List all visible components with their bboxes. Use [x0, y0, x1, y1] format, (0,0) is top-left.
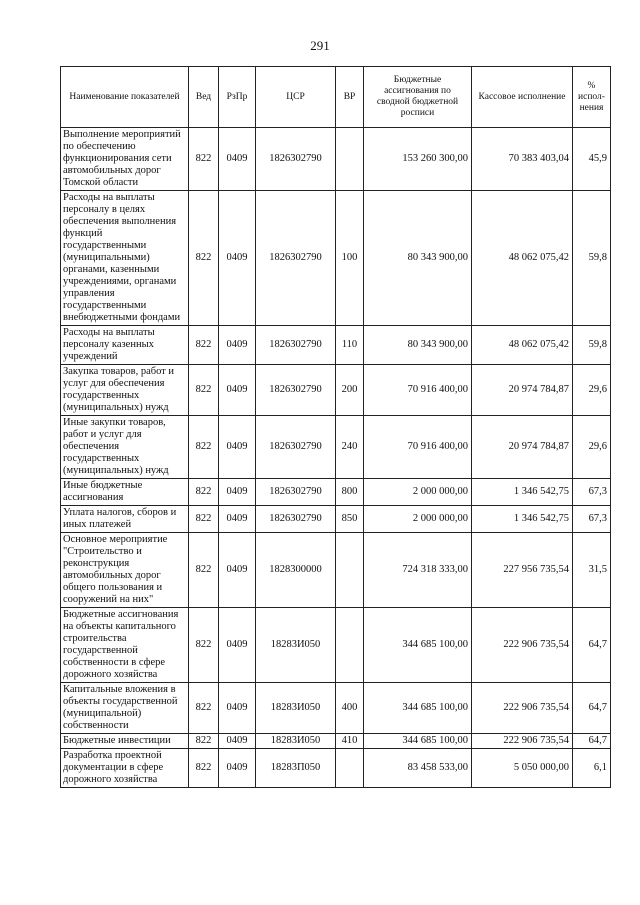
row-rzpr: 0409	[219, 749, 256, 788]
row-vr	[336, 749, 364, 788]
row-cash: 222 906 735,54	[472, 683, 573, 734]
table-row	[61, 191, 611, 326]
row-budget: 2 000 000,00	[364, 479, 472, 506]
header-rzpr: РзПр	[219, 67, 256, 128]
row-csr: 18283И050	[256, 608, 336, 683]
row-rzpr: 0409	[219, 479, 256, 506]
row-percent: 45,9	[573, 128, 611, 191]
header-vr: ВР	[336, 67, 364, 128]
row-cash: 227 956 735,54	[472, 533, 573, 608]
row-cash: 48 062 075,42	[472, 326, 573, 365]
row-name: Разработка проектной документации в сфере дорожного хозяйства	[61, 749, 189, 788]
table-row	[61, 533, 611, 608]
row-name: Расходы на выплаты персоналу казенных учреждений	[61, 326, 189, 365]
row-csr: 1826302790	[256, 128, 336, 191]
row-ved: 822	[189, 416, 219, 479]
table-row	[61, 416, 611, 479]
header-name: Наименование показателей	[61, 67, 189, 128]
row-percent: 64,7	[573, 734, 611, 749]
row-ved: 822	[189, 128, 219, 191]
row-rzpr: 0409	[219, 416, 256, 479]
row-budget: 344 685 100,00	[364, 734, 472, 749]
row-rzpr: 0409	[219, 128, 256, 191]
table-row	[61, 683, 611, 734]
header-percent: % испол-нения	[573, 67, 611, 128]
row-ved: 822	[189, 608, 219, 683]
row-ved: 822	[189, 326, 219, 365]
row-budget: 70 916 400,00	[364, 365, 472, 416]
row-csr: 1826302790	[256, 191, 336, 326]
row-rzpr: 0409	[219, 683, 256, 734]
header-ved: Вед	[189, 67, 219, 128]
row-name: Капитальные вложения в объекты государственной (муниципальной) собственности	[61, 683, 189, 734]
row-vr: 200	[336, 365, 364, 416]
row-budget: 724 318 333,00	[364, 533, 472, 608]
row-vr: 410	[336, 734, 364, 749]
row-name: Бюджетные ассигнования на объекты капитального строительства государственной собственности в сфере дорожного хозяйства	[61, 608, 189, 683]
row-vr	[336, 533, 364, 608]
row-percent: 67,3	[573, 479, 611, 506]
header-csr: ЦСР	[256, 67, 336, 128]
row-name: Основное мероприятие "Строительство и реконструкция автомобильных дорог общего пользования и сооружений на них"	[61, 533, 189, 608]
row-ved: 822	[189, 734, 219, 749]
row-cash: 1 346 542,75	[472, 479, 573, 506]
row-vr: 850	[336, 506, 364, 533]
row-name: Выполнение мероприятий по обеспечению функционирования сети автомобильных дорог Томской области	[61, 128, 189, 191]
row-name: Иные бюджетные ассигнования	[61, 479, 189, 506]
row-csr: 1826302790	[256, 416, 336, 479]
row-csr: 1826302790	[256, 326, 336, 365]
header-cash: Кассовое исполнение	[472, 67, 573, 128]
row-budget: 83 458 533,00	[364, 749, 472, 788]
row-ved: 822	[189, 191, 219, 326]
row-vr: 240	[336, 416, 364, 479]
row-cash: 1 346 542,75	[472, 506, 573, 533]
table-row	[61, 608, 611, 683]
row-name: Уплата налогов, сборов и иных платежей	[61, 506, 189, 533]
row-budget: 2 000 000,00	[364, 506, 472, 533]
row-ved: 822	[189, 479, 219, 506]
row-ved: 822	[189, 506, 219, 533]
row-budget: 80 343 900,00	[364, 191, 472, 326]
row-ved: 822	[189, 683, 219, 734]
row-ved: 822	[189, 749, 219, 788]
row-csr: 18283И050	[256, 683, 336, 734]
table-row	[61, 749, 611, 788]
row-csr: 1826302790	[256, 365, 336, 416]
row-percent: 59,8	[573, 191, 611, 326]
row-budget: 153 260 300,00	[364, 128, 472, 191]
row-percent: 29,6	[573, 416, 611, 479]
row-cash: 20 974 784,87	[472, 365, 573, 416]
page-number: 291	[310, 38, 330, 53]
row-csr: 1828300000	[256, 533, 336, 608]
row-vr: 110	[336, 326, 364, 365]
row-name: Расходы на выплаты персоналу в целях обеспечения выполнения функций государственными (муниципальными) органами, казенными учреждениями, органами управления государственными внебюджетными фондами	[61, 191, 189, 326]
row-rzpr: 0409	[219, 365, 256, 416]
row-percent: 67,3	[573, 506, 611, 533]
header-row	[61, 67, 611, 128]
row-csr: 1826302790	[256, 506, 336, 533]
row-name: Закупка товаров, работ и услуг для обеспечения государственных (муниципальных) нужд	[61, 365, 189, 416]
row-cash: 48 062 075,42	[472, 191, 573, 326]
row-csr: 18283И050	[256, 734, 336, 749]
row-cash: 70 383 403,04	[472, 128, 573, 191]
row-budget: 80 343 900,00	[364, 326, 472, 365]
row-rzpr: 0409	[219, 191, 256, 326]
row-rzpr: 0409	[219, 326, 256, 365]
row-vr: 100	[336, 191, 364, 326]
row-ved: 822	[189, 533, 219, 608]
row-name: Иные закупки товаров, работ и услуг для обеспечения государственных (муниципальных) нужд	[61, 416, 189, 479]
header-budget: Бюджетные ассигнования по сводной бюджетной росписи	[364, 67, 472, 128]
row-rzpr: 0409	[219, 533, 256, 608]
table-row	[61, 326, 611, 365]
row-rzpr: 0409	[219, 734, 256, 749]
row-percent: 64,7	[573, 683, 611, 734]
budget-table	[60, 66, 611, 788]
table-row	[61, 479, 611, 506]
row-percent: 29,6	[573, 365, 611, 416]
table-row	[61, 734, 611, 749]
row-percent: 59,8	[573, 326, 611, 365]
row-csr: 18283П050	[256, 749, 336, 788]
row-cash: 222 906 735,54	[472, 734, 573, 749]
row-cash: 222 906 735,54	[472, 608, 573, 683]
table-row	[61, 365, 611, 416]
row-vr: 400	[336, 683, 364, 734]
row-ved: 822	[189, 365, 219, 416]
row-name: Бюджетные инвестиции	[61, 734, 189, 749]
row-cash: 20 974 784,87	[472, 416, 573, 479]
row-budget: 344 685 100,00	[364, 608, 472, 683]
row-vr	[336, 128, 364, 191]
row-budget: 344 685 100,00	[364, 683, 472, 734]
row-vr	[336, 608, 364, 683]
row-percent: 6,1	[573, 749, 611, 788]
row-percent: 31,5	[573, 533, 611, 608]
row-rzpr: 0409	[219, 506, 256, 533]
row-cash: 5 050 000,00	[472, 749, 573, 788]
table-row	[61, 128, 611, 191]
table-row	[61, 506, 611, 533]
row-vr: 800	[336, 479, 364, 506]
row-budget: 70 916 400,00	[364, 416, 472, 479]
row-rzpr: 0409	[219, 608, 256, 683]
row-csr: 1826302790	[256, 479, 336, 506]
row-percent: 64,7	[573, 608, 611, 683]
